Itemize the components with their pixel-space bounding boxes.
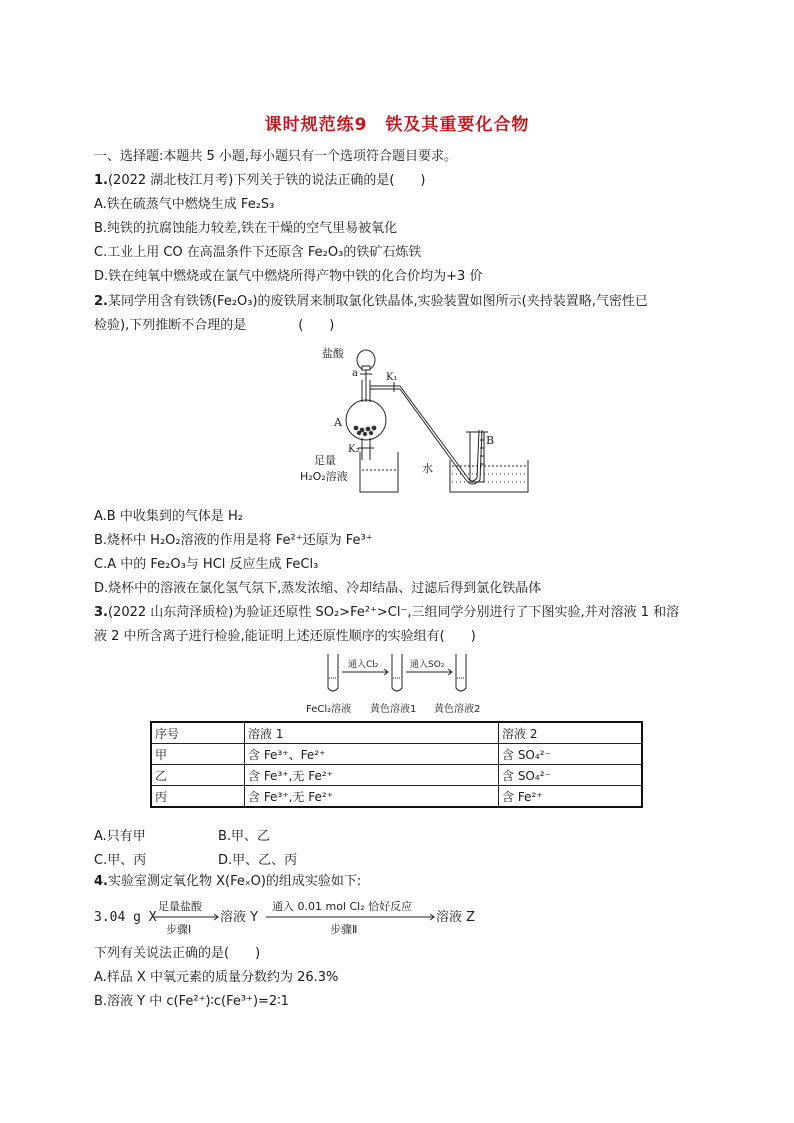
table-cell: 乙 (151, 765, 245, 786)
q3-option-a: A.只有甲 (94, 829, 146, 844)
label-flask-a: A (334, 416, 342, 429)
table-cell: 含 Fe³⁺,无 Fe²⁺ (245, 765, 499, 786)
q3-option-c: C.甲、丙 (94, 853, 147, 868)
q2-option-c: C.A 中的 Fe₂O₃与 HCl 反应生成 FeCl₃ (94, 557, 319, 572)
reaction-scheme (94, 895, 514, 935)
table-cell: 含 Fe³⁺,无 Fe²⁺ (245, 786, 499, 808)
label-a-valve: a (352, 368, 358, 379)
q4-stem-text: 实验室测定氧化物 X(FeₓO)的组成实验如下: (107, 874, 362, 889)
table-cell: 丙 (151, 786, 245, 808)
header-cell: 序号 (151, 722, 245, 744)
q4-stem (94, 873, 361, 891)
q3-results-table (150, 721, 643, 808)
q4-question: 下列有关说法正确的是( ) (94, 946, 261, 961)
q2-stem-line1 (94, 293, 648, 311)
scheme-start: 3.04 g X (94, 910, 157, 925)
q1-stem (94, 172, 426, 190)
table-row (151, 744, 642, 765)
q3-number: 3. (94, 605, 108, 620)
label-yellow-2: 黄色溶液2 (434, 704, 481, 715)
scheme-mid: 溶液 Y (220, 910, 259, 925)
table-row (151, 786, 642, 808)
header-cell: 溶液 1 (245, 722, 499, 744)
table-cell: 甲 (151, 744, 245, 765)
label-water: 水 (422, 462, 433, 475)
q4-option-b: B.溶液 Y 中 c(Fe²⁺)∶c(Fe³⁺)=2∶1 (94, 994, 289, 1009)
header-cell: 溶液 2 (499, 722, 643, 744)
test-tube-figure (300, 650, 500, 718)
q2-option-a: A.B 中收集到的气体是 H₂ (94, 509, 243, 524)
test-tube-3 (456, 654, 466, 691)
q4-number: 4. (94, 874, 108, 889)
q1-option-a: A.铁在硫蒸气中燃烧生成 Fe₂S₃ (94, 197, 275, 212)
scheme-step2-label: 步骤Ⅱ (330, 923, 358, 935)
scheme-step2-reagent: 通入 0.01 mol Cl₂ 恰好反应 (272, 900, 413, 913)
q2-stem-line2: 检验),下列推断不合理的是 ( ) (94, 318, 335, 333)
iron-scraps (354, 426, 377, 437)
table-cell: 含 SO₄²⁻ (499, 765, 643, 786)
q2-option-d: D.烧杯中的溶液在氯化氢气氛下,蒸发浓缩、冷却结晶、过滤后得到氯化铁晶体 (94, 581, 542, 596)
apparatus-figure (290, 340, 530, 500)
q1-stem-text: (2022 湖北枝江月考)下列关于铁的说法正确的是( ) (107, 173, 426, 188)
scheme-end: 溶液 Z (436, 910, 476, 925)
label-arrow-cl2: 通入Cl₂ (348, 660, 379, 670)
label-fecl2: FeCl₂溶液 (306, 704, 352, 715)
separatory-funnel (357, 350, 375, 402)
label-b: B (486, 434, 495, 447)
q3-stem-line1 (94, 604, 679, 622)
label-yellow-1: 黄色溶液1 (370, 704, 417, 715)
q2-number: 2. (94, 294, 108, 309)
q3-option-d: D.甲、乙、丙 (218, 853, 298, 868)
label-acid: 盐酸 (322, 347, 344, 360)
q1-option-c: C.工业上用 CO 在高温条件下还原含 Fe₂O₃的铁矿石炼铁 (94, 245, 422, 260)
scheme-step1-label: 步骤Ⅰ (166, 923, 192, 935)
q1-number: 1. (94, 173, 108, 188)
label-k1: K₁ (386, 372, 398, 383)
label-enough: 足量 (314, 454, 336, 467)
q3-option-b: B.甲、乙 (218, 829, 271, 844)
section-heading: 一、选择题:本题共 5 小题,每小题只有一个选项符合题目要求。 (94, 149, 458, 164)
q2-stem-text: 某同学用含有铁锈(Fe₂O₃)的废铁屑来制取氯化铁晶体,实验装置如图所示(夹持装置略,气密性已 (107, 294, 648, 309)
table-cell: 含 Fe³⁺、Fe²⁺ (245, 744, 499, 765)
test-tube-1 (328, 654, 338, 691)
q3-stem-text: (2022 山东菏泽质检)为验证还原性 SO₂>Fe²⁺>Cl⁻,三组同学分别进行了下图实验,并对溶液 1 和溶 (107, 605, 680, 620)
q4-option-a: A.样品 X 中氧元素的质量分数约为 26.3% (94, 970, 339, 985)
test-tube-2 (392, 654, 402, 691)
q1-option-d: D.铁在纯氧中燃烧或在氯气中燃烧所得产物中铁的化合价均为+3 价 (94, 269, 483, 284)
table-header-row (151, 722, 642, 744)
beaker-h2o2 (360, 452, 398, 492)
label-k2: K₂ (348, 444, 360, 455)
table-cell: 含 SO₄²⁻ (499, 744, 643, 765)
q2-option-b: B.烧杯中 H₂O₂溶液的作用是将 Fe²⁺还原为 Fe³⁺ (94, 533, 373, 548)
label-arrow-so2: 通入SO₂ (410, 660, 445, 670)
q1-option-b: B.纯铁的抗腐蚀能力较差,铁在干燥的空气里易被氧化 (94, 221, 398, 236)
q3-stem-line2: 液 2 中所含离子进行检验,能证明上述还原性顺序的实验组有( ) (94, 629, 476, 644)
water-trough (450, 460, 528, 492)
table-row (151, 765, 642, 786)
label-h2o2: H₂O₂溶液 (300, 470, 348, 483)
scheme-step1-reagent: 足量盐酸 (158, 900, 202, 913)
table-cell: 含 Fe²⁺ (499, 786, 643, 808)
page-title: 课时规范练9 铁及其重要化合物 (264, 115, 530, 135)
